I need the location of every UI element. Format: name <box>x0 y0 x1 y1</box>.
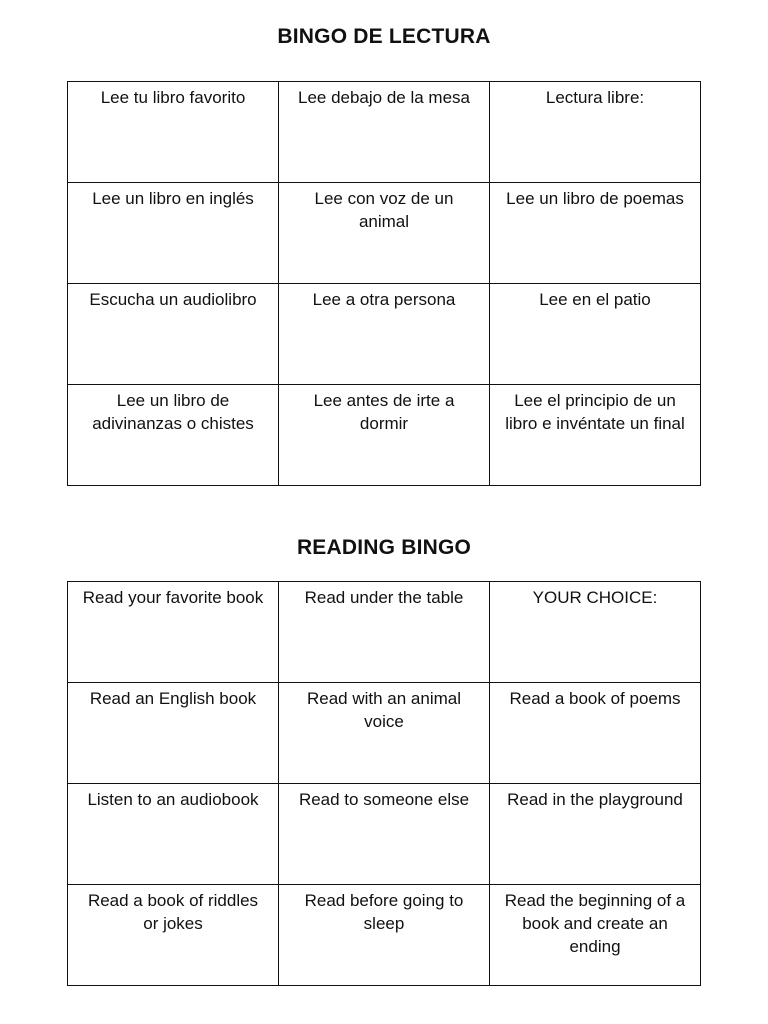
bingo-row <box>68 183 701 284</box>
bingo-cell: Lee en el patio <box>490 284 701 385</box>
bingo-row <box>68 385 701 486</box>
bingo-cell: Read the beginning of a book and create an ending <box>490 885 701 986</box>
spanish-bingo-title: BINGO DE LECTURA <box>277 25 491 48</box>
bingo-cell: YOUR CHOICE: <box>490 582 701 683</box>
bingo-row <box>68 582 701 683</box>
bingo-cell: Lectura libre: <box>490 82 701 183</box>
spanish-bingo-grid <box>67 81 701 486</box>
bingo-row <box>68 885 701 986</box>
bingo-cell: Lee tu libro favorito <box>68 82 279 183</box>
bingo-cell: Read with an animal voice <box>279 683 490 784</box>
bingo-row <box>68 82 701 183</box>
bingo-cell: Read before going to sleep <box>279 885 490 986</box>
bingo-cell: Escucha un audiolibro <box>68 284 279 385</box>
bingo-cell: Lee debajo de la mesa <box>279 82 490 183</box>
english-bingo-grid <box>67 581 701 986</box>
bingo-cell: Lee un libro en inglés <box>68 183 279 284</box>
bingo-cell: Read an English book <box>68 683 279 784</box>
bingo-cell: Lee un libro de poemas <box>490 183 701 284</box>
english-bingo-title: READING BINGO <box>296 536 472 559</box>
bingo-row <box>68 784 701 885</box>
bingo-cell: Lee un libro de adivinanzas o chistes <box>68 385 279 486</box>
bingo-cell: Read your favorite book <box>68 582 279 683</box>
bingo-cell: Read a book of poems <box>490 683 701 784</box>
bingo-row <box>68 284 701 385</box>
bingo-row <box>68 683 701 784</box>
bingo-cell: Read in the playground <box>490 784 701 885</box>
bingo-cell: Read under the table <box>279 582 490 683</box>
bingo-cell: Read a book of riddles or jokes <box>68 885 279 986</box>
bingo-cell: Listen to an audiobook <box>68 784 279 885</box>
bingo-cell: Read to someone else <box>279 784 490 885</box>
bingo-cell: Lee el principio de un libro e invéntate un final <box>490 385 701 486</box>
bingo-cell: Lee antes de irte a dormir <box>279 385 490 486</box>
bingo-cell: Lee con voz de un animal <box>279 183 490 284</box>
bingo-cell: Lee a otra persona <box>279 284 490 385</box>
